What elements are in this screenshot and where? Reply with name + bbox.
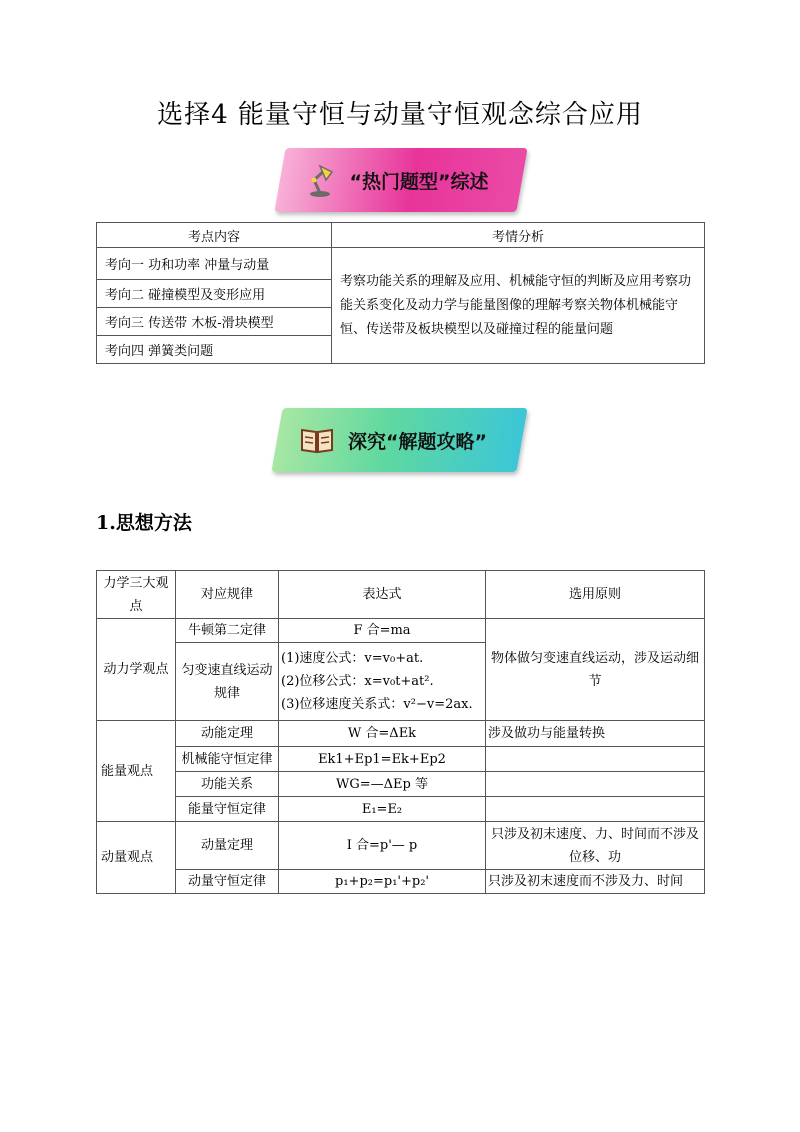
view-label: 动力学观点 (97, 619, 176, 721)
expression-cell: I 合=p'— p (279, 822, 486, 870)
expression-cell: E₁=E₂ (279, 797, 486, 822)
topic-item: 考向一 功和功率 冲量与动量 (97, 248, 332, 280)
expression-cell: WG=—ΔEp 等 (279, 772, 486, 797)
law-cell: 机械能守恒定律 (176, 747, 279, 772)
expression-line: (3)位移速度关系式：v²−v=2ax. (281, 697, 473, 712)
table-header: 力学三大观点 (97, 571, 176, 619)
hot-topics-banner (280, 148, 522, 212)
table-header: 考情分析 (332, 223, 705, 248)
strategy-banner (277, 408, 522, 472)
principle-cell (486, 797, 705, 822)
principle-cell: 只涉及初末速度而不涉及力、时间 (486, 870, 705, 894)
principle-cell: 只涉及初末速度、力、时间而不涉及位移、功 (486, 822, 705, 870)
expression-line: (1)速度公式：v=v₀+at. (281, 651, 424, 666)
principle-cell (486, 747, 705, 772)
analysis-cell: 考察功能关系的理解及应用、机械能守恒的判断及应用考察功能关系变化及动力学与能量图像的理解考察关物体机械能守恒、传送带及板块模型以及碰撞过程的能量问题 (332, 248, 705, 364)
table-header: 对应规律 (176, 571, 279, 619)
law-cell: 动量守恒定律 (176, 870, 279, 894)
method-table (96, 570, 705, 894)
open-book-icon (299, 422, 335, 458)
banner-title: 深究“解题攻略” (348, 430, 487, 453)
expression-cell (279, 643, 486, 721)
section-heading: 1.思想方法 (96, 512, 192, 534)
law-cell: 能量守恒定律 (176, 797, 279, 822)
overview-table (96, 222, 705, 364)
principle-cell: 涉及做功与能量转换 (486, 721, 705, 747)
law-cell: 匀变速直线运动规律 (176, 643, 279, 721)
expression-cell: Ek1+Ep1=Ek+Ep2 (279, 747, 486, 772)
principle-cell (486, 772, 705, 797)
law-cell: 功能关系 (176, 772, 279, 797)
view-label: 动量观点 (97, 822, 176, 894)
banner-title: “热门题型”综述 (349, 170, 489, 193)
table-header: 表达式 (279, 571, 486, 619)
expression-cell: p₁+p₂=p₁'+p₂' (279, 870, 486, 894)
law-cell: 牛顿第二定律 (176, 619, 279, 643)
desk-lamp-icon (302, 162, 338, 198)
table-header: 考点内容 (97, 223, 332, 248)
page-title: 选择4 能量守恒与动量守恒观念综合应用 (157, 100, 643, 130)
expression-line: (2)位移公式：x=v₀t+at². (281, 674, 434, 689)
topic-item: 考向三 传送带 木板-滑块模型 (97, 308, 332, 336)
expression-cell: W 合=ΔEk (279, 721, 486, 747)
view-label: 能量观点 (97, 721, 176, 822)
topic-item: 考向二 碰撞模型及变形应用 (97, 280, 332, 308)
expression-cell: F 合=ma (279, 619, 486, 643)
principle-cell: 物体做匀变速直线运动，涉及运动细节 (486, 619, 705, 721)
topic-item: 考向四 弹簧类问题 (97, 336, 332, 364)
law-cell: 动能定理 (176, 721, 279, 747)
law-cell: 动量定理 (176, 822, 279, 870)
table-header: 选用原则 (486, 571, 705, 619)
